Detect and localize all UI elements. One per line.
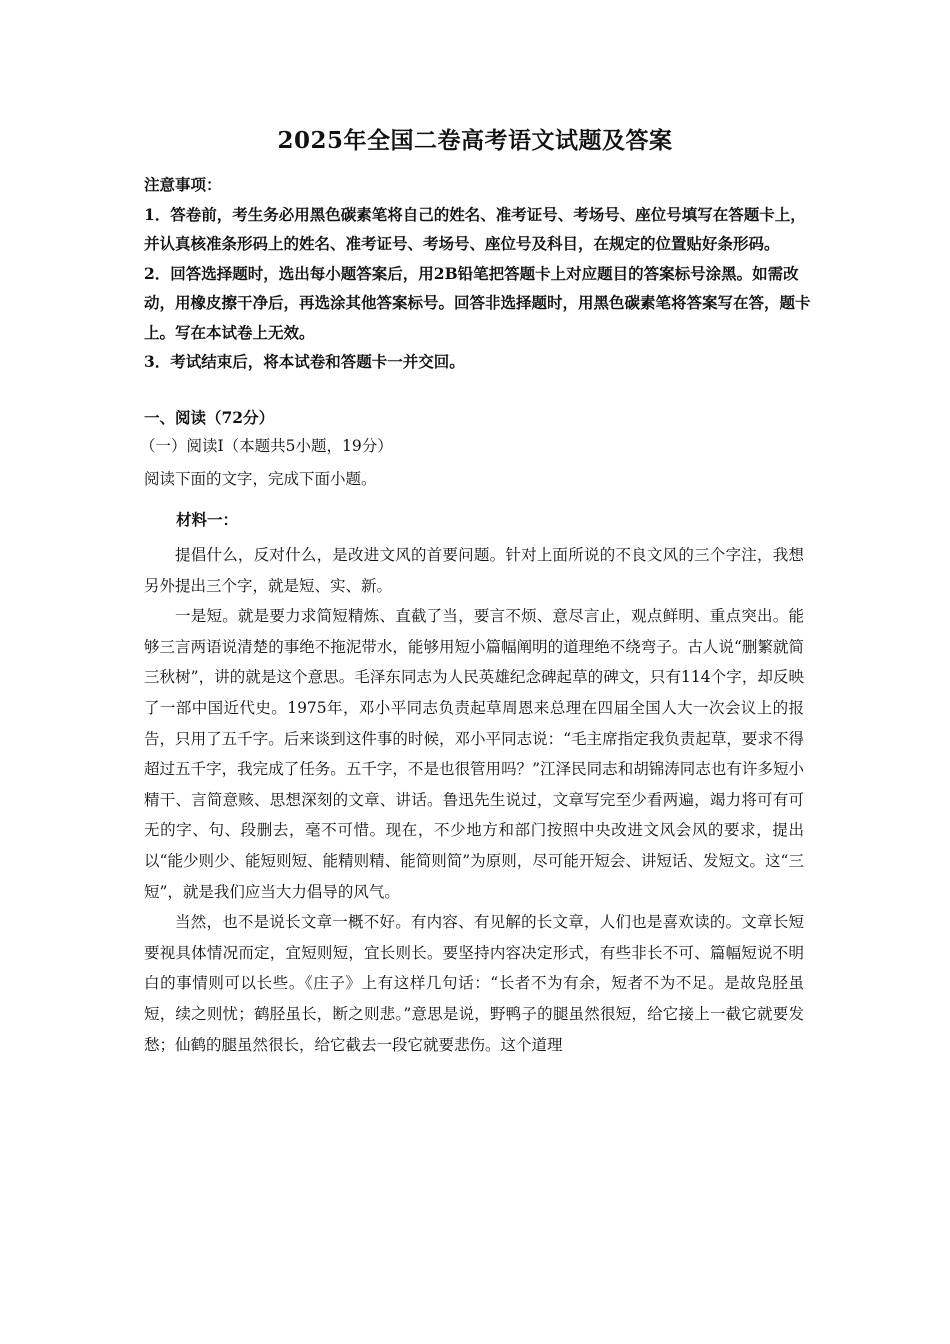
article-body	[144, 540, 804, 1060]
notice-item-2: 2．回答选择题时，选出每小题答案后，用2B铅笔把答题卡上对应题目的答案标号涂黑。如需改动，用橡皮擦干净后，再选涂其他答案标号。回答非选择题时，用黑色碳素笔将答案写在答，题卡上。写在本试卷上无效。	[144, 263, 811, 342]
notice-block	[144, 170, 816, 377]
section-heading: 一、阅读（72分）	[144, 408, 275, 427]
section-instruction: 阅读下面的文字，完成下面小题。	[144, 470, 377, 488]
material-label: 材料一：	[176, 510, 239, 529]
paragraph: 当然，也不是说长文章一概不好。有内容、有见解的长文章，人们也是喜欢读的。文章长短要视具体情况而定，宜短则短，宜长则长。要坚持内容决定形式，有些非长不可、篇幅短说不明白的事情则可以长些。《庄子》上有这样几句话：“长者不为有余，短者不为不足。是故凫胫虽短，续之则忧；鹤胫虽长，断之则悲。”意思是说，野鸭子的腿虽然很短，给它接上一截它就要发愁；仙鹤的腿虽然很长，给它截去一段它就要悲伤。这个道理	[144, 913, 804, 1054]
paragraph: 提倡什么，反对什么，是改进文风的首要问题。针对上面所说的不良文风的三个字注，我想另外提出三个字，就是短、实、新。	[144, 546, 804, 595]
paragraph: 一是短。就是要力求简短精炼、直截了当，要言不烦、意尽言止，观点鲜明、重点突出。能够三言两语说清楚的事绝不拖泥带水，能够用短小篇幅阐明的道理绝不绕弯子。古人说“删繁就简三秋树”，讲的就是这个意思。毛泽东同志为人民英雄纪念碑起草的碑文，只有114个字，却反映了一部中国近代史。1975年，邓小平同志负责起草周恩来总理在四届全国人大一次会议上的报告，只用了五千字。后来谈到这件事的时候，邓小平同志说：“毛主席指定我负责起草，要求不得超过五千字，我完成了任务。五千字，不是也很管用吗？”江泽民同志和胡锦涛同志也有许多短小精干、言简意赅、思想深刻的文章、讲话。鲁迅先生说过，文章写完至少看两遍，竭力将可有可无的字、句、段删去，毫不可惜。现在，不少地方和部门按照中央改进文风会风的要求，提出以“能少则少、能短则短、能精则精、能简则简”为原则，尽可能开短会、讲短话、发短文。这“三短”，就是我们应当大力倡导的风气。	[144, 607, 804, 901]
section-subheading: （一）阅读Ⅰ（本题共5小题，19分）	[140, 437, 393, 455]
notice-item-1: 1．答卷前，考生务必用黑色碳素笔将自己的姓名、准考证号、考场号、座位号填写在答题卡上，并认真核准条形码上的姓名、准考证号、考场号、座位号及科目，在规定的位置贴好条形码。	[144, 204, 806, 253]
notice-heading: 注意事项：	[144, 175, 222, 194]
notice-item-3: 3．考试结束后，将本试卷和答题卡一并交回。	[144, 352, 465, 371]
page-title: 2025年全国二卷高考语文试题及答案	[277, 127, 673, 154]
